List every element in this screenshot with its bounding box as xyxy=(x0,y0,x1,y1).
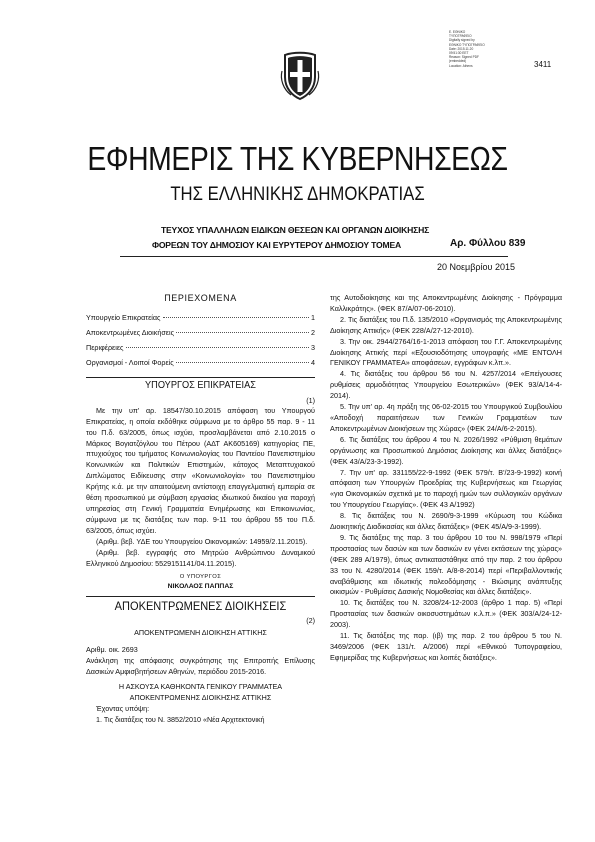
decision-title: Ανάκληση της απόφασης συγκρότησης της Επιτροπής Επίλυσης Δασικών Αμφισβητήσεων Αθηνών, περιόδου 2015-2016. xyxy=(86,656,315,677)
signer-name: ΝΙΚΟΛΑΟΣ ΠΑΠΠΑΣ xyxy=(167,583,234,591)
decision-marker: (1) xyxy=(306,395,315,405)
considerations-item: 9. Τις διατάξεις της παρ. 3 του άρθρου 10 του Ν. 998/1979 «Περί προστασίας των δασών και των δασικών εν γένει εκτάσεων της χώρας» (ΦΕΚ 289 Α/1979), όπως αντικαταστάθηκε από την παρ. 2 του άρθρου 33 του Ν. 4280/2014 (ΦΕΚ 159/τ. Α/8-8-2014) περί «Περιβαλλοντικής αναβάθμισης και ιδιωτικής πολεοδόμησης - Βιώσιμης ανάπτυξης οικισμών - Ρυθμίσεις Δασικής Νομοθεσίας και άλλες διατάξεις». xyxy=(330,532,562,597)
toc-item[interactable] xyxy=(86,343,315,358)
considerations-item: 3. Την οικ. 2944/2764/16-1-2013 απόφαση του Γ.Γ. Αποκεντρωμένης Διοίκησης Αττικής περί «Εξουσιοδότησης υπογραφής «ΜΕ ΕΝΤΟΛΗ ΓΕΝΙΚΟΥ ΓΡΑΜΜΑΤΕΑ» αποφάσεων, εγγράφων κ.λπ.». xyxy=(330,336,562,368)
signer-title: Ο ΥΠΟΥΡΓΟΣ xyxy=(179,574,222,581)
considerations-item: της Αυτοδιοίκησης και της Αποκεντρωμένης Διοίκησης - Πρόγραμμα Καλλικράτης». (ΦΕΚ 87/Α/07-06-2010). xyxy=(330,293,562,313)
ministry-heading: ΥΠΟΥΡΓΟΣ ΕΠΙΚΡΑΤΕΙΑΣ xyxy=(145,379,256,391)
toc-item-title: Υπουργείο Επικρατείας xyxy=(86,312,161,322)
ministry-paragraph: (Αριθμ. βεβ. εγγραφής στο Μητρώο Ανθρώπινου Δυναμικού Ελληνικού Δημοσίου: 5529151141/04.11.2015). xyxy=(86,547,315,568)
section-divider xyxy=(86,596,315,597)
considerations-item: 4. Τις διατάξεις του άρθρου 56 του Ν. 4257/2014 «Επείγουσες ρυθμίσεις αρμοδιότητας Υπουργείου Εσωτερικών» (ΦΕΚ 93/Α/14-4-2014). xyxy=(330,369,562,401)
considerations-item: 7. Την υπ' αρ. 331155/22-9-1992 (ΦΕΚ 579/τ. Β'/23-9-1992) κοινή απόφαση των Υπουργών Προεδρίας της Κυβερνήσεως και Γεωργίας «για Οικονομικών σχετικά με το παροχή ημών των συλλογικών οργάνων του Υπουργείου Γεωργίας». (ΦΕΚ 43 Α/1992) xyxy=(330,467,562,510)
considerations-item: 8. Τις διατάξεις του Ν. 2690/9-3-1999 «Κύρωση του Κώδικα Διοικητικής Διαδικασίας και άλλες διατάξεις» (ΦΕΚ 45/Α/9-3-1999). xyxy=(330,511,562,532)
issue-number: Αρ. Φύλλου 839 xyxy=(450,238,526,249)
considerations-item: 5. Την υπ' αρ. 4η πράξη της 06-02-2015 του Υπουργικού Συμβουλίου «Αποδοχή παραιτήσεων των Γενικών Γραμματέων των Αποκεντρωμένων Διοικήσεων της Χώρας» (ΦΕΚ 24/Α/6-2-2015). xyxy=(330,402,562,433)
considerations-item: 10. Τις διατάξεις του Ν. 3208/24-12-2003 (άρθρο 1 παρ. 5) «Περί Προστασίας των δασικών οικοσυστημάτων κ.λ.π.» (ΦΕΚ 303/Α/24-12-2003). xyxy=(330,598,562,630)
issue-type-line-1: ΤΕΥΧΟΣ ΥΠΑΛΛΗΛΩΝ ΕΙΔΙΚΩΝ ΘΕΣΕΩΝ ΚΑΙ ΟΡΓΑΝΩΝ ΔΙΟΙΚΗΣΗΣ xyxy=(160,225,430,235)
considerations-item: 6. Τις διατάξεις του άρθρου 4 του Ν. 2026/1992 «Ρύθμιση θεμάτων οργάνωσης και Προσωπικού Δημόσιας Διοίκησης και άλλες διατάξεις» (ΦΕΚ 43/Α/23-3-1992). xyxy=(330,434,562,466)
signature-line: Digitally signed by xyxy=(449,38,475,43)
toc-leader xyxy=(176,332,309,333)
page-number: 3411 xyxy=(534,60,552,69)
toc-item-page: 2 xyxy=(311,327,315,337)
signature-line: (embedded) xyxy=(449,59,467,64)
toc-divider xyxy=(86,377,315,378)
ministry-paragraph: Με την υπ' αρ. 18547/30.10.2015 απόφαση του Υπουργού Επικρατείας, η οποία εκδόθηκε σύμφωνα με το άρθρο 55 παρ. 9 - 11 του Π.δ. 63/2005, όπως ισχύει, προσλαμβάνεται από 2.10.2015 ο Μάρκος Βογιατζόγλου του Πέτρου (ΑΔΤ ΑΚ605169) κατηγορίας ΠΕ, πτυχιούχος του τμήματος Κοινωνιολογίας του Παντείου Πανεπιστημίου Κοινωνικών και Πολιτικών Επιστημών, κάτοχος Μεταπτυχιακού Διπλώματος Ειδίκευσης στην «Κοινωνιολογία» του Πανεπιστημίου Κρήτης κ.ά. με την απαιτούμενη αντίστοιχη επαγγελματική εμπειρία σε θέση προσωπικού με σύμβαση εργασίας ιδιωτικού δικαίου για παροχή υπηρεσίας στη Γενική Γραμματεία Ενημέρωσης και Επικοινωνίας, σύμφωνα με τις διατάξεις των παρ. 9-11 του άρθρου 55 του Π.δ. 63/2005, όπως ισχύει. xyxy=(86,405,315,535)
ministry-paragraph: (Αριθμ. βεβ. ΥΔΕ του Υπουργείου Οικονομικών: 14959/2.11.2015). xyxy=(96,536,308,546)
toc-item-title: Αποκεντρωμένες Διοικήσεις xyxy=(86,327,175,337)
gazette-title: ΕΦΗΜΕΡΙΣ ΤΗΣ ΚΥΒΕΡΝΗΣΕΩΣ xyxy=(87,140,508,177)
toc-item-title: Οργανισμοί - Λοιποί Φορείς xyxy=(86,357,174,367)
toc-heading: ΠΕΡΙΕΧΟΜΕΝΑ xyxy=(164,293,237,303)
signature-line: Location: Athens xyxy=(449,63,473,68)
signature-line: ΤΥΠΟΓΡΑΦΕΙΟ xyxy=(449,34,472,39)
signature-line: 09:51:30 EET xyxy=(449,51,469,56)
decentralized-subheading: ΑΠΟΚΕΝΤΡΩΜΕΝΗ ΔΙΟΙΚΗΣΗ ΑΤΤΙΚΗΣ xyxy=(134,628,267,638)
considerations-item: 11. Τις διατάξεις της παρ. (ιβ) της παρ. 2 του άρθρου 5 του Ν. 3469/2006 (ΦΕΚ 131/τ. Α/2006) περί «Εθνικού Τυπογραφείου, Εφημερίδας της Κυβερνήσεως και λοιπές διατάξεις». xyxy=(330,631,562,662)
signature-line: Date: 2015.11.20 xyxy=(449,46,474,51)
toc-leader xyxy=(126,347,309,348)
considerations-item: 1. Τις διατάξεις του Ν. 3852/2010 «Νέα Αρχιτεκτονική xyxy=(96,714,265,724)
considerations-item: 2. Τις διατάξεις του Π.δ. 135/2010 «Οργανισμός της Αποκεντρωμένης Διοίκησης Αττικής» (ΦΕΚ 228/Α/27-12-2010). xyxy=(330,314,562,335)
toc-item[interactable] xyxy=(86,358,315,373)
issue-type-line-2: ΦΟΡΕΩΝ ΤΟΥ ΔΗΜΟΣΙΟΥ ΚΑΙ ΕΥΡΥΤΕΡΟΥ ΔΗΜΟΣΙΟΥ ΤΟΜΕΑ xyxy=(151,240,402,250)
toc-item-title: Περιφέρειες xyxy=(86,342,124,352)
header-divider xyxy=(120,256,508,257)
toc-item-page: 3 xyxy=(311,342,315,352)
issue-date: 20 Νοεμβρίου 2015 xyxy=(437,262,515,272)
authority-line: Η ΑΣΚΟΥΣΑ ΚΑΘΗΚΟΝΤΑ ΓΕΝΙΚΟΥ ΓΡΑΜΜΑΤΕΑ xyxy=(118,681,283,691)
toc-item[interactable] xyxy=(86,313,315,328)
having-regard: Έχοντας υπόψη: xyxy=(96,703,150,713)
signature-line: Ε. ΕΘΝΙΚΟ xyxy=(449,30,466,34)
right-column xyxy=(330,293,562,664)
left-column xyxy=(86,293,315,726)
greek-coat-of-arms-icon xyxy=(279,51,321,101)
authority-line: ΑΠΟΚΕΝΤΡΩΜΕΝΗΣ ΔΙΟΙΚΗΣΗΣ ΑΤΤΙΚΗΣ xyxy=(129,692,272,702)
toc-item-page: 1 xyxy=(311,312,315,322)
gazette-subtitle: ΤΗΣ ΕΛΛΗΝΙΚΗΣ ΔΗΜΟΚΡΑΤΙΑΣ xyxy=(170,184,425,205)
signature-line: ΕΘΝΙΚΟ ΤΥΠΟΓΡΑΦΕΙΟ xyxy=(449,42,485,47)
toc-leader xyxy=(163,317,309,318)
toc-item[interactable] xyxy=(86,328,315,343)
signature-line: Reason: Signed PDF xyxy=(449,55,479,60)
digital-signature-block xyxy=(449,30,505,68)
decision-number: Αριθμ. οικ. 2693 xyxy=(86,645,138,655)
decentralized-heading: ΑΠΟΚΕΝΤΡΩΜΕΝΕΣ ΔΙΟΙΚΗΣΕΙΣ xyxy=(114,599,287,614)
toc-leader xyxy=(176,362,309,363)
decision-marker: (2) xyxy=(306,616,315,626)
toc-item-page: 4 xyxy=(311,357,315,367)
